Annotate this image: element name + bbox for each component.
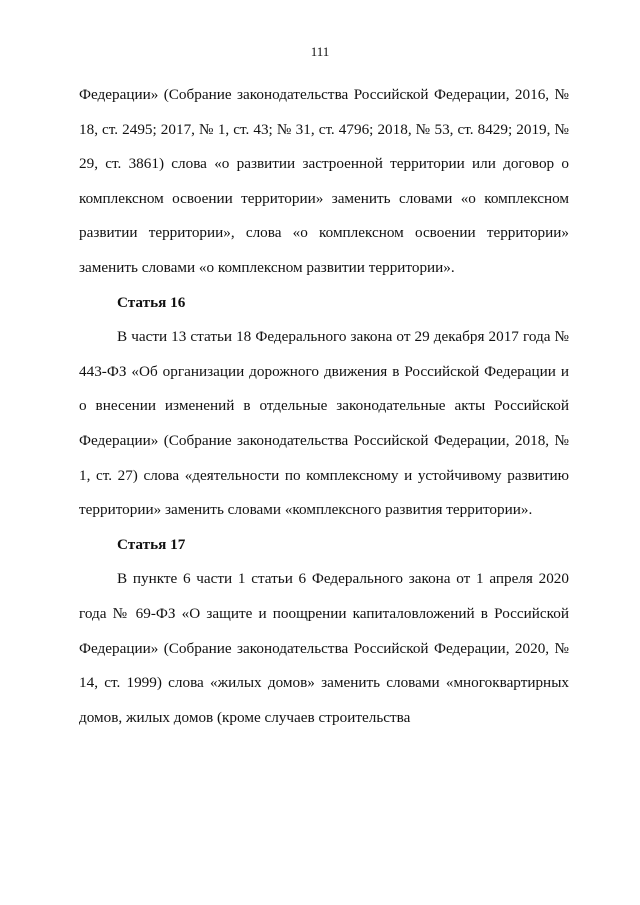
article-16-heading: Статья 16 bbox=[117, 293, 186, 311]
article-17-heading: Статья 17 bbox=[117, 535, 186, 553]
paragraph-continuation: Федерации» (Собрание законодательства Российской Федерации, 2016, № 18, ст. 2495; 2017, № 1, ст. 43; № 31, ст. 4796; 2018, № 53, ст. 8429; 2019, № 29, ст. 3861) слова «о развитии застроенной территории или договор о комплексном освоении территории» заменить словами «о комплексном развитии территории», слова «о комплексном освоении территории» заменить словами «о комплексном развитии территории». bbox=[79, 86, 569, 276]
document-body bbox=[79, 78, 569, 735]
page-number: 111 bbox=[310, 44, 330, 59]
article-16-text: В части 13 статьи 18 Федерального закона от 29 декабря 2017 года № 443-ФЗ «Об организации дорожного движения в Российской Федерации и о внесении изменений в отдельные законодательные акты Российской Федерации» (Собрание законодательства Российской Федерации, 2018, № 1, ст. 27) слова «деятельности по комплексному и устойчивому развитию территории» заменить словами «комплексного развития территории». bbox=[79, 328, 569, 519]
article-17-text: В пункте 6 части 1 статьи 6 Федерального закона от 1 апреля 2020 года № 69-ФЗ «О защите и поощрении капиталовложений в Российской Федерации» (Собрание законодательства Российской Федерации, 2020, № 14, ст. 1999) слова «жилых домов» заменить словами «многоквартирных домов, жилых домов (кроме случаев строительства bbox=[79, 570, 569, 726]
